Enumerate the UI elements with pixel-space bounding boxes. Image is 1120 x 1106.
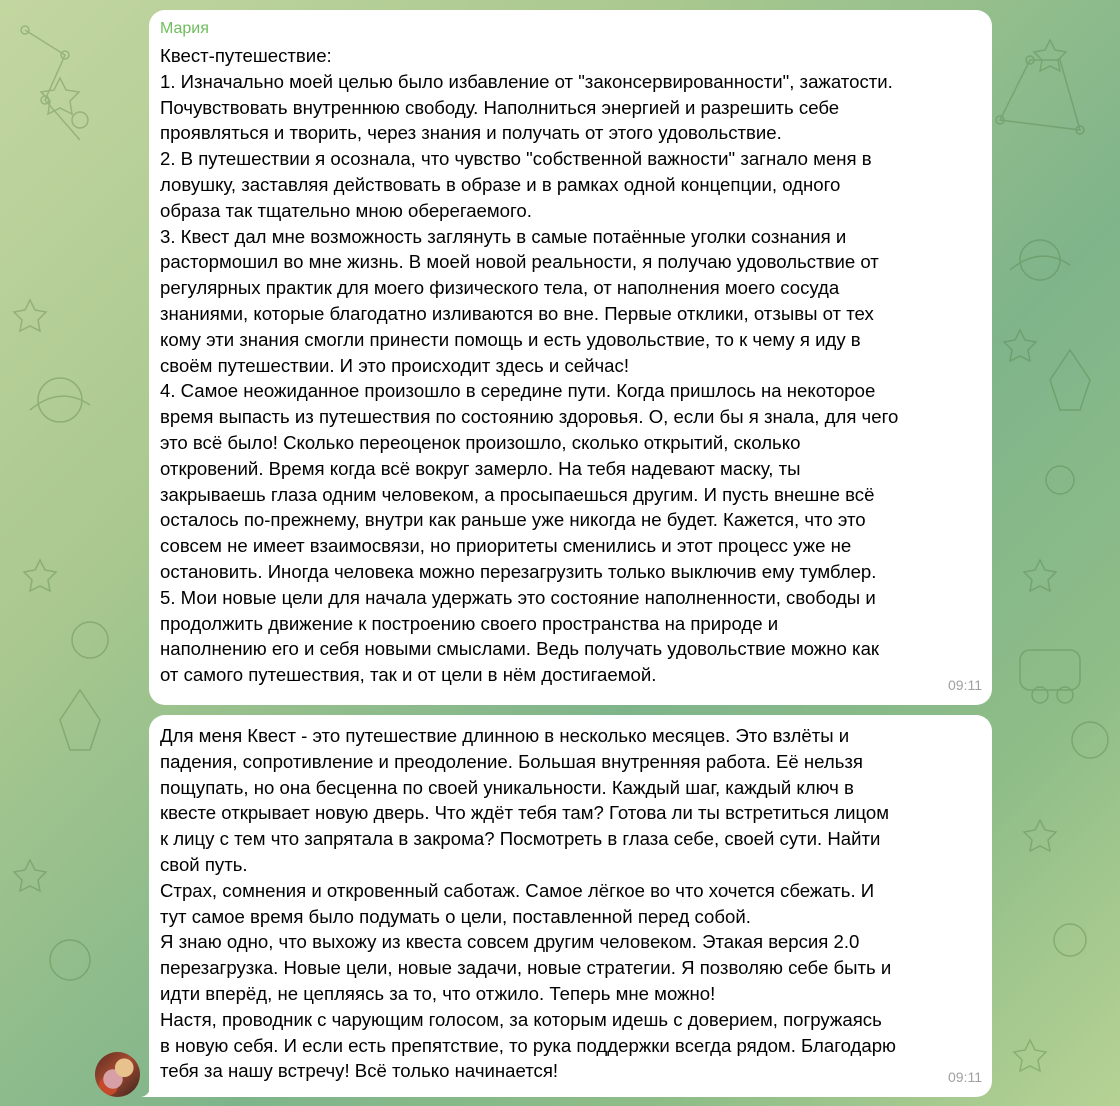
message-time: 09:11 <box>948 677 982 694</box>
star-icon <box>1034 40 1066 71</box>
message-line: от самого путешествия, так и от цели в нём достигаемой. <box>160 664 657 686</box>
message-line: образа так тщательно мною оберегаемого. <box>160 199 532 221</box>
message-line: Страх, сомнения и откровенный саботаж. Самое лёгкое во что хочется сбежать. И <box>160 879 875 901</box>
bubble-tail-icon <box>141 1081 157 1097</box>
message-line: Я знаю одно, что выхожу из квеста совсем другим человеком. Этакая версия 2.0 <box>160 931 860 953</box>
message-line: остановить. Иногда человека можно перезагрузить только выключив ему тумблер. <box>160 560 877 582</box>
message-text <box>160 723 980 1084</box>
rocket-icon <box>1050 350 1090 410</box>
message-line: перезагрузка. Новые цели, новые задачи, новые стратегии. Я позволяю себе быть и <box>160 957 892 979</box>
message-line: 4. Самое неожиданное произошло в середине пути. Когда пришлось на некоторое <box>160 380 876 402</box>
star-icon <box>1004 330 1036 361</box>
message-line: это всё было! Сколько переоценок произошло, сколько открытий, сколько <box>160 431 801 453</box>
message-line: тебя за нашу встречу! Всё только начинается! <box>160 1060 559 1082</box>
message-line: откровений. Время когда всё вокруг замерло. На тебя надевают маску, ты <box>160 457 801 479</box>
star-icon <box>14 860 46 891</box>
constellation-icon <box>25 30 80 140</box>
message-bubble[interactable] <box>149 715 992 1097</box>
message-line: квесте открывает новую дверь. Что ждёт тебя там? Готова ли ты встретиться лицом <box>160 802 890 824</box>
message-line: знаниями, которые благодатно изливаются во вне. Первые отклики, отзывы от тех <box>160 302 874 324</box>
message-line: 3. Квест дал мне возможность заглянуть в самые потаённые уголки сознания и <box>160 225 847 247</box>
message-line: Квест-путешествие: <box>160 45 332 66</box>
message-line: тут самое время было подумать о цели, поставленной перед собой. <box>160 905 751 927</box>
message-line: время выпасть из путешествия по состоянию здоровья. О, если бы я знала, для чего <box>160 406 899 428</box>
message-line: идти вперёд, не цепляясь за то, что отжило. Теперь мне можно! <box>160 982 716 1004</box>
message-text <box>160 43 980 688</box>
constellation-icon <box>1000 60 1080 130</box>
planet-icon <box>38 378 82 422</box>
message-line: своём путешествии. И это происходит здесь и сейчас! <box>160 354 629 376</box>
message-line: Почувствовать внутреннюю свободу. Наполниться энергией и разрешить себе <box>160 96 840 118</box>
star-icon <box>1014 1040 1046 1071</box>
message-line: свой путь. <box>160 853 248 875</box>
message-line: пощупать, но она бесценна по своей уникальности. Каждый шаг, каждый ключ в <box>160 776 854 798</box>
sender-name[interactable]: Мария <box>160 20 209 37</box>
avatar[interactable] <box>95 1052 140 1097</box>
circle-decoration-icon <box>72 112 88 128</box>
message-line: проявляться и творить, через знания и получать от этого удовольствие. <box>160 122 782 144</box>
message-line: падения, сопротивление и преодоление. Большая внутренняя работа. Её нельзя <box>160 750 864 772</box>
message-line: закрываешь глаза одним человеком, а просыпаешься другим. И пусть внешне всё <box>160 483 875 505</box>
message-line: Для меня Квест - это путешествие длинною в несколько месяцев. Это взлёты и <box>160 725 850 746</box>
message-line: в новую себя. И если есть препятствие, то рука поддержки всегда рядом. Благодарю <box>160 1034 897 1056</box>
star-icon <box>1024 820 1056 851</box>
message-line: 1. Изначально моей целью было избавление от "законсервированности", зажатости. <box>160 70 893 92</box>
star-icon <box>14 300 46 331</box>
message-time: 09:11 <box>948 1069 982 1086</box>
message-line: продолжить движение к построению своего пространства на природе и <box>160 612 779 634</box>
message-line: ловушку, заставляя действовать в образе и в рамках одной концепции, одного <box>160 173 841 195</box>
planet-icon <box>1072 722 1108 758</box>
message-line: Настя, проводник с чарующим голосом, за которым идешь с доверием, погружаясь <box>160 1008 882 1030</box>
star-icon <box>24 560 56 591</box>
star-icon <box>41 78 79 114</box>
truck-icon <box>1020 650 1080 690</box>
message-line: регулярных практик для моего физического тела, от наполнения моего сосуда <box>160 277 840 299</box>
message-line: 2. В путешествии я осознала, что чувство "собственной важности" загнало меня в <box>160 148 872 170</box>
message-line: растормошил во мне жизнь. В моей новой реальности, я получаю удовольствие от <box>160 251 879 273</box>
rocket-icon <box>60 690 100 750</box>
planet-icon <box>1020 240 1060 280</box>
star-icon <box>1024 560 1056 591</box>
message-bubble[interactable] <box>149 10 992 705</box>
message-line: осталось по-прежнему, внутри как раньше уже никогда не будет. Кажется, что это <box>160 509 866 531</box>
message-line: к лицу с тем что запрятала в закрома? Посмотреть в глаза себе, своей сути. Найти <box>160 828 881 850</box>
message-line: наполнению его и себя новыми смыслами. Ведь получать удовольствие можно как <box>160 638 880 660</box>
message-line: совсем не имеет взаимосвязи, но приоритеты сменились и этот процесс уже не <box>160 535 852 557</box>
message-line: кому эти знания смогли принести помощь и есть удовольствие, то к чему я иду в <box>160 328 861 350</box>
message-line: 5. Мои новые цели для начала удержать это состояние наполненности, свободы и <box>160 586 876 608</box>
